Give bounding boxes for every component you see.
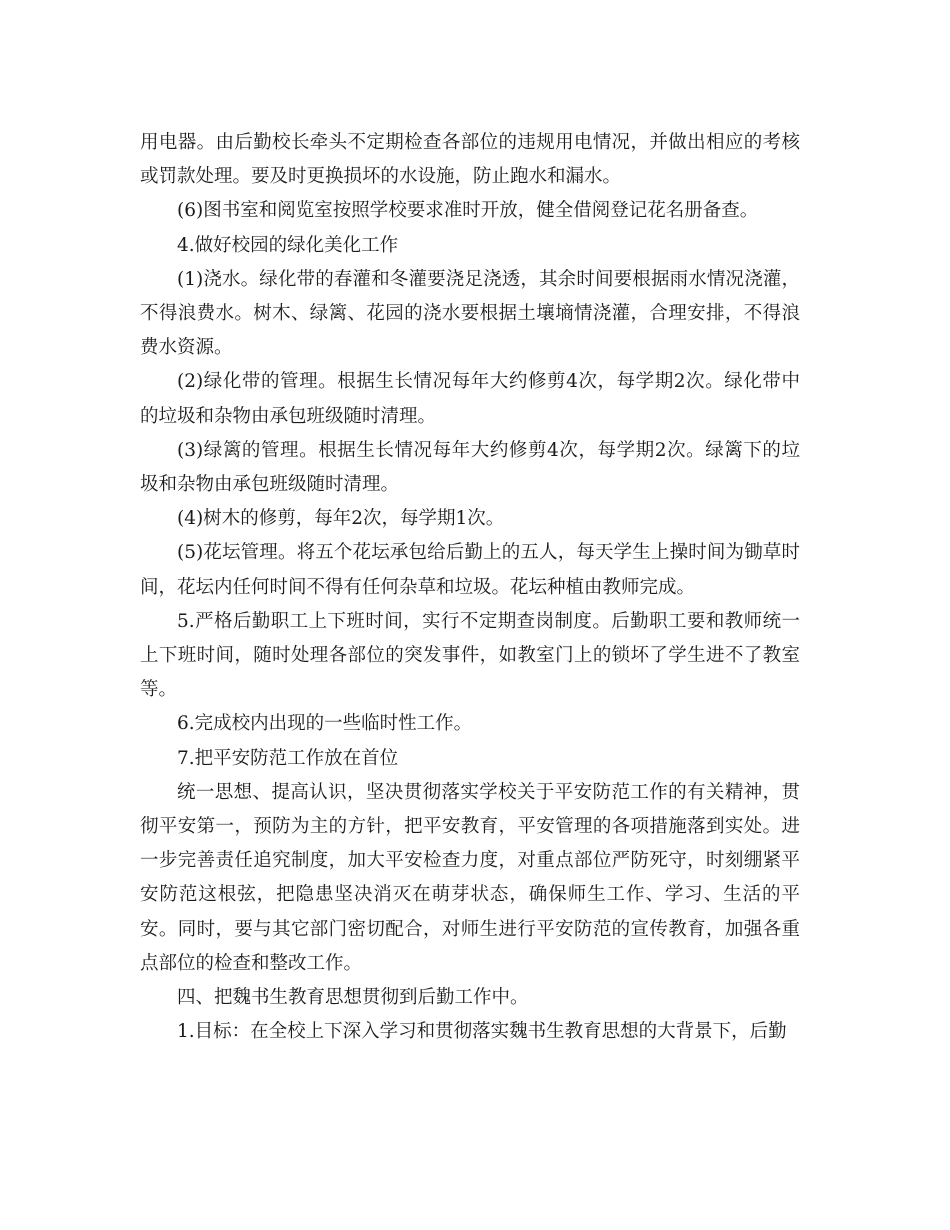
paragraph: (3)绿篱的管理。根据生长情况每年大约修剪4次，每学期2次。绿篱下的垃圾和杂物由承包班级随时清理。 [140, 439, 800, 496]
section-heading: 四、把魏书生教育思想贯彻到后勤工作中。 [177, 987, 529, 1009]
paragraph: (4)树木的修剪，每年2次，每学期1次。 [177, 508, 505, 530]
paragraph: 6.完成校内出现的一些临时性工作。 [177, 713, 473, 735]
paragraph: (2)绿化带的管理。根据生长情况每年大约修剪4次，每学期2次。绿化带中的垃圾和杂物由承包班级随时清理。 [140, 371, 800, 427]
section-heading: 7.把平安防范工作放在首位 [177, 747, 399, 769]
paragraph: (5)花坛管理。将五个花坛承包给后勤上的五人，每天学生上操时间为锄草时间，花坛内任何时间不得有任何杂草和垃圾。花坛种植由教师完成。 [140, 542, 800, 598]
paragraph: (1)浇水。绿化带的春灌和冬灌要浇足浇透，其余时间要根据雨水情况浇灌，不得浪费水。树木、绿篱、花园的浇水要根据土壤墒情浇灌，合理安排，不得浪费水资源。 [140, 268, 800, 359]
paragraph: 1.目标：在全校上下深入学习和贯彻落实魏书生教育思想的大背景下，后勤 [177, 1021, 787, 1043]
paragraph: 5.严格后勤职工上下班时间，实行不定期查岗制度。后勤职工要和教师统一上下班时间，随时处理各部位的突发事件，如教室门上的锁坏了学生进不了教室等。 [140, 610, 800, 701]
paragraph: 用电器。由后勤校长牵头不定期检查各部位的违规用电情况，并做出相应的考核或罚款处理。要及时更换损坏的水设施，防止跑水和漏水。 [140, 132, 800, 188]
paragraph: 统一思想、提高认识，坚决贯彻落实学校关于平安防范工作的有关精神，贯彻平安第一，预防为主的方针，把平安教育，平安管理的各项措施落到实处。进一步完善责任追究制度，加大平安检查力度，对重点部位严防死守，时刻绷紧平安防范这根弦，把隐患坚决消灭在萌芽状态，确保师生工作、学习、生活的平安。同时，要与其它部门密切配合，对师生进行平安防范的宣传教育，加强各重点部位的检查和整改工作。 [140, 781, 800, 974]
document-body [140, 126, 800, 1049]
paragraph: (6)图书室和阅览室按照学校要求准时开放，健全借阅登记花名册备查。 [177, 200, 759, 222]
section-heading: 4.做好校园的绿化美化工作 [177, 234, 399, 256]
